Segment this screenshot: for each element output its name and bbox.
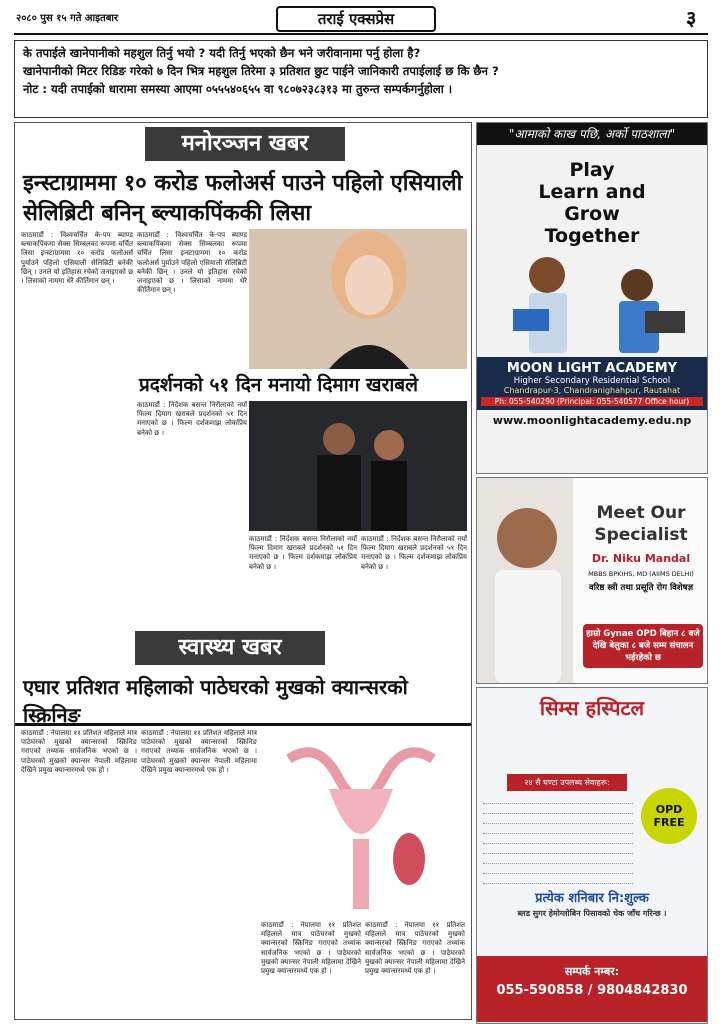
school-address: Chandrapur-3, Chandranighahpur, Rautahat: [503, 386, 681, 395]
story2-body-col3: काठमाडौं : निर्देशक बसन्त निरौलाको नयाँ फिल्म दिमाग खराबले प्रदर्शनको ५१ दिन मनाएको छ । फिल्म दर्शकमाझ लोकप्रिय बनेको छ ।: [361, 535, 467, 571]
specialist-ad: [476, 477, 708, 684]
service-line: [483, 814, 633, 824]
lisa-photo: [249, 229, 467, 369]
health-body-col1: काठमाडौं : नेपालमा ११ प्रतिशत महिलाले मात्र पाठेघरको मुखको क्यान्सरको स्क्रिनिङ गराएको तथ्यांक सार्वजनिक भएको छ । पाठेघरको मुखको क्यान्सर नेपाली महिलामा देखिने प्रमुख क्यान्सरमध्ये एक हो ।: [21, 729, 137, 774]
water-bill-notice: [14, 40, 708, 118]
story2-body-col1: काठमाडौं : निर्देशक बसन्त निरौलाको नयाँ फिल्म दिमाग खराबले प्रदर्शनको ५१ दिन मनाएको छ । फिल्म दर्शकमाझ लोकप्रिय बनेको छ ।: [137, 401, 247, 437]
health-body-col2: काठमाडौं : नेपालमा ११ प्रतिशत महिलाले मात्र पाठेघरको मुखको क्यान्सरको स्क्रिनिङ गराएको तथ्यांक सार्वजनिक भएको छ । पाठेघरको मुखको क्यान्सर नेपाली महिलामा देखिने प्रमुख क्यान्सरमध्ये एक हो ।: [141, 729, 257, 774]
opd-free-badge: OPD FREE: [641, 788, 697, 844]
page-number: ३: [686, 6, 697, 30]
story1-body-col2: काठमाडौं : विश्वचर्चित के-पप ब्याण्ड ब्ल्याकपिंकमा सेक्स सिम्बलका रूपमा चर्चित लिसा इन्स्टाग्राममा १० करोड फलोअर्स पुर्याउने पहिलो एसियाली सेलिब्रिटी बनेकी छिन् । उनले यो इतिहास रचेको जनाइएको छ । लिसाको नाममा धेरै कीर्तिमान छन् ।: [137, 231, 247, 295]
school-info-strip: [477, 357, 707, 410]
notice-line-3: नोट : यदी तपाईको धारामा समस्या आएमा ०५५५४०६५५ वा ९८०७२३८३१३ मा तुरुन्त सम्पर्कगर्नुहोला ।: [23, 82, 453, 96]
film-event-image: [249, 401, 467, 531]
issue-date: २०८० पुस १५ गते आइतबार: [16, 13, 119, 24]
slogan-line: Play: [569, 159, 615, 181]
health-body-col3: काठमाडौं : नेपालमा ११ प्रतिशत महिलाले मात्र पाठेघरको मुखको क्यान्सरको स्क्रिनिङ गराएको तथ्यांक सार्वजनिक भएको छ । पाठेघरको मुखको क्यान्सर नेपाली महिलामा देखिने प्रमुख क्यान्सरमध्ये एक हो ।: [261, 921, 361, 976]
dimag-kharab-photo: [249, 401, 467, 531]
entertainment-section-title: मनोरञ्जन खबर: [145, 127, 345, 161]
specialist-title: Meet Our Specialist: [594, 503, 688, 545]
moonlight-academy-ad: [476, 122, 708, 474]
service-line: [483, 794, 633, 804]
lisa-portrait-image: [249, 229, 467, 369]
service-line: [483, 864, 633, 874]
service-line: [483, 854, 633, 864]
doctor-degree: MBBS BPKIHS, MD (AIIMS DELHI): [588, 570, 694, 578]
story1-body-col1: काठमाडौं : विश्वचर्चित के-पप ब्याण्ड ब्ल्याकपिंकमा सेक्स सिम्बलका रूपमा चर्चित लिसा इन्स्टाग्राममा १० करोड फलोअर्स पुर्याउने पहिलो एसियाली सेलिब्रिटी बनेकी छिन् । उनले यो इतिहास रचेको जनाइएको छ । लिसाको नाममा धेरै कीर्तिमान छन् ।: [21, 231, 133, 286]
health-headline: एघार प्रतिशत महिलाको पाठेघरको मुखको क्यान्सरको स्क्रिनिङ: [23, 675, 408, 727]
school-name: MOON LIGHT ACADEMY: [506, 361, 678, 376]
story2-headline: प्रदर्शनको ५१ दिन मनायो दिमाग खराबले: [139, 374, 418, 396]
ads-column: [476, 122, 708, 1020]
school-tagline: "आमाको काख पछि, अर्को पाठशाला": [477, 123, 707, 145]
offer-detail: ब्लड सुगर हेमोग्लोबिन पिसावको चेक जाँच गरिन्छ ।: [517, 909, 667, 918]
notice-line-1: के तपाईले खानेपानीको महशुल तिर्नु भयो ? यदी तिर्नु भएको छैन भने जरीवानामा पर्नु होला है?: [23, 46, 421, 60]
uterus-diagram-image: [259, 729, 463, 919]
sims-hospital-ad: [476, 687, 708, 1024]
services-list: [483, 794, 633, 884]
header-rule: [14, 33, 708, 35]
services-title: २४ सै घण्टा उपलब्ध सेवाहरू:: [507, 774, 627, 791]
story1-headline: इन्स्टाग्राममा १० करोड फलोअर्स पाउने पहिलो एसियाली सेलिब्रिटी बनिन् ब्ल्याकपिंककी लिसा: [23, 171, 463, 226]
school-phone: Ph: 055-540290 (Principal: 055-540577 Office hour): [481, 397, 703, 406]
uterus-illustration: [259, 729, 463, 919]
opd-hours: हाम्रो Gynae OPD बिहान ८ बजे देखि बेलुका ८ बजे सम्म संचालन भईरहेको छ: [583, 624, 703, 668]
masthead: तराई एक्सप्रेस: [276, 6, 436, 32]
doctor-role: वरिष्ठ स्त्री तथा प्रसूति रोग विशेषज्ञ: [588, 583, 694, 593]
notice-line-2: खानेपानीको मिटर रिडिङ गरेको ७ दिन भित्र महशुल तिरेमा ३ प्रतिशत छुट पाईने जानिकारी तपाईलाई छ कि छैन ?: [23, 64, 499, 78]
service-line: [483, 804, 633, 814]
slogan-line: Learn and: [538, 181, 646, 203]
hospital-contact-bar: [477, 956, 707, 1022]
doctor-name: Dr. Niku Mandal: [591, 552, 691, 565]
contact-numbers: 055-590858 / 9804842830: [496, 983, 688, 998]
hospital-name: सिम्स हस्पिटल: [539, 696, 645, 720]
slogan-line: Grow: [564, 203, 620, 225]
contact-label: सम्पर्क नम्बर:: [564, 965, 620, 978]
service-line: [483, 874, 633, 884]
saturday-offer: प्रत्येक शनिबार नि:शुल्क: [535, 891, 649, 906]
service-line: [483, 844, 633, 854]
service-line: [483, 824, 633, 834]
school-slogan: [477, 159, 707, 247]
slogan-line: Together: [544, 225, 640, 247]
school-website: www.moonlightacademy.edu.np: [492, 414, 692, 427]
children-reading-image: [477, 247, 707, 357]
story2-body-col2: काठमाडौं : निर्देशक बसन्त निरौलाको नयाँ फिल्म दिमाग खराबले प्रदर्शनको ५१ दिन मनाएको छ । फिल्म दर्शकमाझ लोकप्रिय बनेको छ ।: [249, 535, 357, 571]
service-line: [483, 834, 633, 844]
doctor-photo: [477, 478, 573, 683]
school-subtitle: Higher Secondary Residential School: [513, 376, 671, 386]
health-section-title: स्वास्थ्य खबर: [135, 631, 325, 665]
news-column: [14, 122, 472, 1020]
health-body-col4: काठमाडौं : नेपालमा ११ प्रतिशत महिलाले मात्र पाठेघरको मुखको क्यान्सरको स्क्रिनिङ गराएको तथ्यांक सार्वजनिक भएको छ । पाठेघरको मुखको क्यान्सर नेपाली महिलामा देखिने प्रमुख क्यान्सरमध्ये एक हो ।: [365, 921, 465, 976]
